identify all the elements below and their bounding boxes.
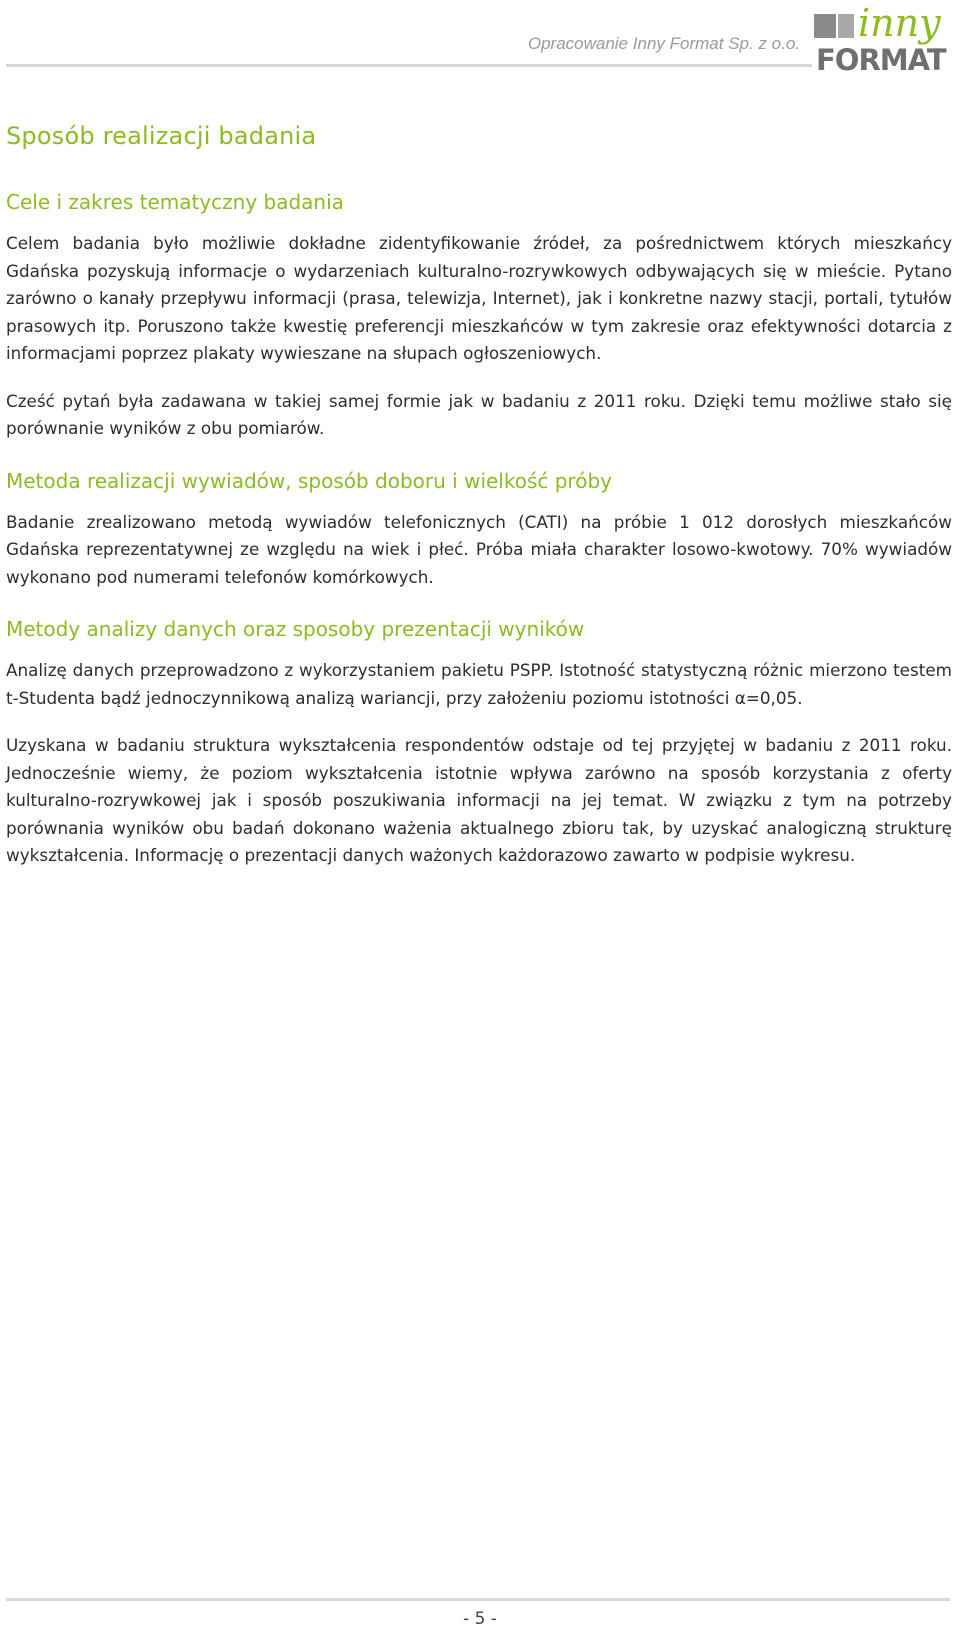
subsection-goals — [6, 190, 952, 443]
subsection-heading: Cele i zakres tematyczny badania — [6, 190, 344, 214]
logo-word-top: inny — [858, 1, 941, 45]
footer-divider — [6, 1598, 950, 1601]
subsection-heading: Metoda realizacji wywiadów, sposób doboru i wielkość próby — [6, 468, 612, 493]
paragraph: Badanie zrealizowano metodą wywiadów telefonicznych (CATI) na próbie 1 012 dorosłych mieszkańców Gdańska reprezentatywnej ze względu na wiek i płeć. Próba miała charakter losowo-kwotowy. 70% wywiadów wykonano pod numerami telefonów komórkowych. — [6, 511, 952, 587]
paragraph: Uzyskana w badaniu struktura wykształcenia respondentów odstaje od tej przyjętej w badaniu z 2011 roku. Jednocześnie wiemy, że poziom wykształcenia istotnie wpływa zarówno na sposób korzystania z oferty kulturalno-rozrywkowej jak i sposób poszukiwania informacji na jej temat. W związku z tym na potrzeby porównania wyników obu badań dokonano ważenia aktualnego zbioru tak, by uzyskać analogiczną strukturę wykształcenia. Informację o prezentacji danych ważonych każdorazowo zawarto w podpisie wykresu. — [6, 735, 952, 865]
main-content — [6, 122, 952, 890]
inny-format-logo — [814, 0, 960, 78]
paragraph: Cześć pytań była zadawana w takiej samej formie jak w badaniu z 2011 roku. Dzięki temu możliwe stało się porównanie wyników z obu pomiarów. — [6, 390, 952, 438]
subsection-method — [6, 469, 952, 592]
header-company-text: Opracowanie Inny Format Sp. z o.o. — [527, 34, 800, 53]
header-divider — [6, 64, 812, 67]
page-number: - 5 - — [463, 1609, 497, 1629]
subsection-heading: Metody analizy danych oraz sposoby prezentacji wyników — [6, 617, 585, 641]
logo-word-bottom: FORMAT — [816, 43, 946, 77]
paragraph: Celem badania było możliwie dokładne zidentyfikowanie źródeł, za pośrednictwem których mieszkańcy Gdańska pozyskują informacje o wydarzeniach kulturalno-rozrywkowych odbywających się w mieście. Pytano zarówno o kanały przepływu informacji (prasa, telewizja, Internet), jak i konkretne nazwy stacji, portali, tytułów prasowych itp. Poruszono także kwestię preferencji mieszkańców w tym zakresie oraz efektywności dotarcia z informacjami poprzez plakaty wywieszane na słupach ogłoszeniowych. — [6, 233, 952, 363]
logo-graphic — [814, 0, 960, 78]
section-title: Sposób realizacji badania — [6, 122, 317, 150]
paragraph: Analizę danych przeprowadzono z wykorzystaniem pakietu PSPP. Istotność statystyczną różnic mierzono testem t-Studenta bądź jednoczynnikową analizą wariancji, przy założeniu poziomu istotności α=0,05. — [6, 660, 952, 708]
subsection-analysis — [6, 617, 952, 870]
